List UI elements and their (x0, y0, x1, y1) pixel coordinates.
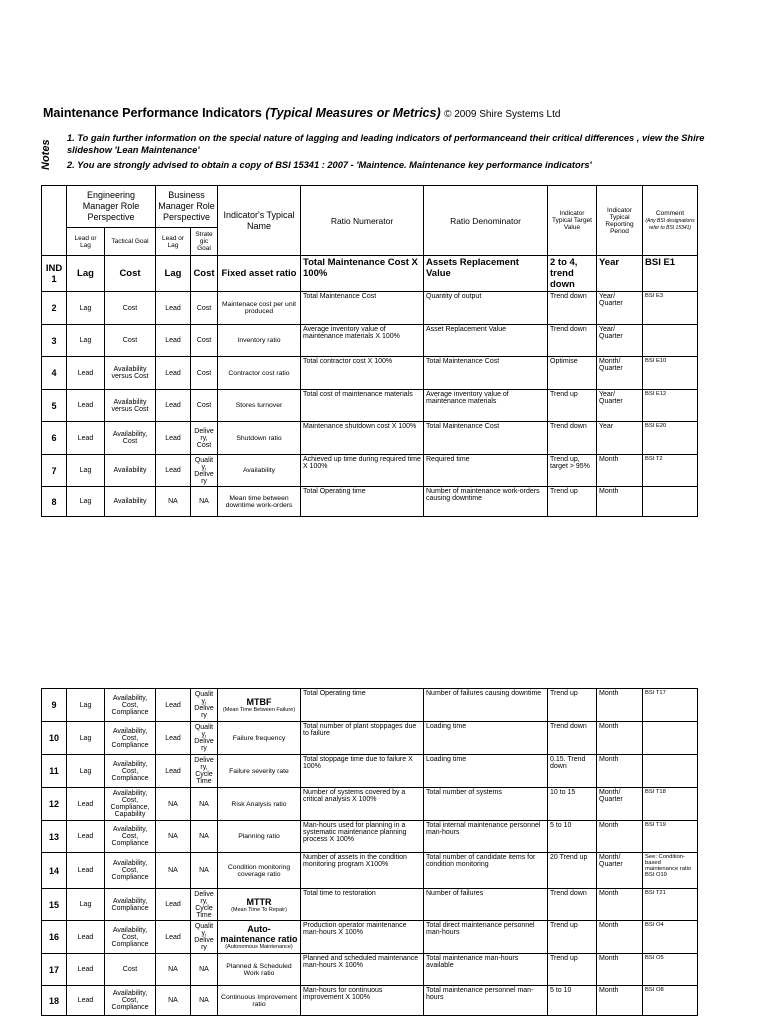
ratio-numerator: Total Maintenance Cost X 100% (301, 256, 424, 292)
indicator-name (218, 422, 301, 455)
reporting-period: Month (597, 889, 643, 921)
bus-lead-lag: Lead (156, 722, 191, 755)
table-row (42, 422, 698, 455)
copyright: © 2009 Shire Systems Ltd (444, 109, 561, 120)
tactical-goal: Availability, Cost, Compliance (105, 821, 156, 853)
bus-lead-lag: NA (156, 853, 191, 889)
row-id: 15 (42, 889, 67, 921)
indicator-name-sub: (Mean Time Between Failure) (222, 707, 296, 713)
row-id: 8 (42, 487, 67, 517)
strategic-goal: Cost (191, 292, 218, 325)
reporting-period: Month (597, 954, 643, 986)
target-value: 2 to 4, trend down (548, 256, 597, 292)
ratio-numerator: Man-hours used for planning in a systematic maintenance planning process X 100% (301, 821, 424, 853)
tactical-goal: Availability, Cost, Compliance (105, 986, 156, 1016)
indicator-name-text: Planned & Scheduled Work ratio (226, 962, 292, 977)
comment (643, 722, 698, 755)
header-strategic: Strate gic Goal (191, 228, 218, 256)
lead-lag: Lead (67, 390, 105, 422)
comment: See: Condition-based maintenance ratio BSI O19 (643, 853, 698, 889)
row-id: 10 (42, 722, 67, 755)
indicator-table-2 (41, 688, 698, 1016)
table-row (42, 954, 698, 986)
strategic-goal: NA (191, 986, 218, 1016)
ratio-numerator: Number of assets in the condition monitoring program X100% (301, 853, 424, 889)
bus-lead-lag: Lead (156, 921, 191, 954)
strategic-goal: Qualit y, Delive ry (191, 455, 218, 487)
target-value: Trend up (548, 921, 597, 954)
ratio-denominator: Total Maintenance Cost (424, 357, 548, 390)
row-id: 3 (42, 325, 67, 357)
lead-lag: Lag (67, 722, 105, 755)
table-row (42, 755, 698, 788)
target-value: Trend down (548, 292, 597, 325)
bus-lead-lag: Lead (156, 889, 191, 921)
ratio-denominator: Total number of systems (424, 788, 548, 821)
ratio-numerator: Planned and scheduled maintenance man-hours X 100% (301, 954, 424, 986)
strategic-goal: Qualit y, Delive ry (191, 921, 218, 954)
reporting-period: Month/ Quarter (597, 357, 643, 390)
reporting-period: Month (597, 755, 643, 788)
strategic-goal: Delive ry, Cycle Time (191, 755, 218, 788)
row-id: 17 (42, 954, 67, 986)
target-value: Trend up (548, 689, 597, 722)
lead-lag: Lead (67, 821, 105, 853)
ratio-numerator: Total contractor cost X 100% (301, 357, 424, 390)
ratio-numerator: Total Operating time (301, 487, 424, 517)
table-row (42, 390, 698, 422)
indicator-name (218, 954, 301, 986)
reporting-period: Year (597, 256, 643, 292)
ratio-numerator: Average inventory value of maintenance materials X 100% (301, 325, 424, 357)
lead-lag: Lag (67, 755, 105, 788)
indicator-name (218, 689, 301, 722)
bus-lead-lag: NA (156, 821, 191, 853)
reporting-period: Year/ Quarter (597, 325, 643, 357)
indicator-name-text: Fixed asset ratio (221, 268, 297, 279)
strategic-goal: NA (191, 487, 218, 517)
indicator-name-text: Planning ratio (238, 833, 280, 840)
ratio-numerator: Total number of plant stoppages due to failure (301, 722, 424, 755)
lead-lag: Lag (67, 292, 105, 325)
comment: BSI T17 (643, 689, 698, 722)
title-main: Maintenance Performance Indicators (43, 106, 262, 120)
indicator-name (218, 821, 301, 853)
indicator-name-text: Maintenace cost per unit produced (221, 301, 297, 315)
lead-lag: Lead (67, 954, 105, 986)
row-id: 7 (42, 455, 67, 487)
table-row (42, 487, 698, 517)
strategic-goal: NA (191, 788, 218, 821)
target-value: Trend up (548, 487, 597, 517)
bus-lead-lag: NA (156, 487, 191, 517)
lead-lag: Lead (67, 422, 105, 455)
row-id: 14 (42, 853, 67, 889)
indicator-name (218, 390, 301, 422)
bus-lead-lag: Lead (156, 422, 191, 455)
header-comment-label: Comment (655, 210, 685, 217)
reporting-period: Month (597, 821, 643, 853)
row-id: 12 (42, 788, 67, 821)
strategic-goal: NA (191, 954, 218, 986)
tactical-goal: Cost (105, 256, 156, 292)
ratio-denominator: Required time (424, 455, 548, 487)
reporting-period: Year/ Quarter (597, 390, 643, 422)
reporting-period: Year/ Quarter (597, 292, 643, 325)
row-id: 16 (42, 921, 67, 954)
header-target: Indicator Typical Target Value (548, 186, 597, 256)
lead-lag: Lag (67, 325, 105, 357)
lead-lag: Lag (67, 889, 105, 921)
tactical-goal: Availability versus Cost (105, 357, 156, 390)
ratio-numerator: Total Maintenance Cost (301, 292, 424, 325)
indicator-name (218, 325, 301, 357)
header-bus-lead-lag: Lead or Lag (156, 228, 191, 256)
ratio-denominator: Loading time (424, 755, 548, 788)
strategic-goal: Cost (191, 256, 218, 292)
reporting-period: Month (597, 986, 643, 1016)
reporting-period: Month/ Quarter (597, 853, 643, 889)
bus-lead-lag: NA (156, 986, 191, 1016)
indicator-name (218, 788, 301, 821)
strategic-goal: Qualit y, Delive ry (191, 722, 218, 755)
tactical-goal: Availability (105, 487, 156, 517)
comment: BSI E1 (643, 256, 698, 292)
bus-lead-lag: NA (156, 788, 191, 821)
reporting-period: Month (597, 722, 643, 755)
bus-lead-lag: NA (156, 954, 191, 986)
indicator-name (218, 986, 301, 1016)
tactical-goal: Availability, Cost, Compliance (105, 755, 156, 788)
lead-lag: Lag (67, 455, 105, 487)
reporting-period: Month (597, 921, 643, 954)
row-id: IND 1 (42, 256, 67, 292)
comment: BSI T21 (643, 889, 698, 921)
strategic-goal: Qualit y, Delive ry (191, 689, 218, 722)
indicator-name-text: Availability (243, 467, 275, 474)
table-row (42, 357, 698, 390)
strategic-goal: NA (191, 853, 218, 889)
comment (643, 325, 698, 357)
row-id: 13 (42, 821, 67, 853)
indicator-name (218, 755, 301, 788)
indicator-name-text: MTBF (246, 697, 272, 707)
ratio-denominator: Average inventory value of maintenance materials (424, 390, 548, 422)
lead-lag: Lead (67, 788, 105, 821)
ratio-numerator: Achieved up time during required time X 100% (301, 455, 424, 487)
bus-lead-lag: Lead (156, 357, 191, 390)
ratio-numerator: Man-hours for continuous improvement X 100% (301, 986, 424, 1016)
table-row (42, 921, 698, 954)
ratio-denominator: Total maintenance personnel man-hours (424, 986, 548, 1016)
table-row (42, 722, 698, 755)
target-value: Optimise (548, 357, 597, 390)
strategic-goal: NA (191, 821, 218, 853)
ratio-denominator: Number of failures (424, 889, 548, 921)
lead-lag: Lag (67, 689, 105, 722)
title-sub: (Typical Measures or Metrics) (265, 106, 441, 120)
ratio-numerator: Total cost of maintenance materials (301, 390, 424, 422)
indicator-name-text: Contractor cost ratio (228, 369, 290, 377)
comment: BSI E12 (643, 390, 698, 422)
target-value: Trend up (548, 954, 597, 986)
indicator-table-1 (41, 185, 698, 517)
row-id: 6 (42, 422, 67, 455)
ratio-denominator: Assets Replacement Value (424, 256, 548, 292)
ratio-denominator: Loading time (424, 722, 548, 755)
row-id: 9 (42, 689, 67, 722)
table-row (42, 986, 698, 1016)
strategic-goal: Delive ry, Cycle Time (191, 889, 218, 921)
target-value: Trend down (548, 722, 597, 755)
table-row (42, 256, 698, 292)
indicator-name (218, 921, 301, 954)
tactical-goal: Cost (105, 292, 156, 325)
bus-lead-lag: Lead (156, 292, 191, 325)
bus-lead-lag: Lead (156, 390, 191, 422)
comment: BSI T18 (643, 788, 698, 821)
ratio-numerator: Maintenance shutdown cost X 100% (301, 422, 424, 455)
ratio-denominator: Total internal maintenance personnel man-hours (424, 821, 548, 853)
tactical-goal: Availability, Cost, Compliance (105, 722, 156, 755)
indicator-name-text: Mean time between downtime work-orders (225, 494, 293, 509)
table-row (42, 689, 698, 722)
reporting-period: Month/ Quarter (597, 788, 643, 821)
tactical-goal: Availability, Cost, Compliance (105, 853, 156, 889)
page-title (43, 106, 560, 120)
tactical-goal: Cost (105, 325, 156, 357)
row-id: 4 (42, 357, 67, 390)
comment: BSI O4 (643, 921, 698, 954)
header-eng-role: Engineering Manager Role Perspective (67, 186, 156, 228)
tactical-goal: Availability, Cost, Compliance, Capability (105, 788, 156, 821)
header-name: Indicator's Typical Name (218, 186, 301, 256)
target-value: 5 to 10 (548, 986, 597, 1016)
ratio-denominator: Total Maintenance Cost (424, 422, 548, 455)
ratio-denominator: Number of failures causing downtime (424, 689, 548, 722)
target-value: Trend down (548, 422, 597, 455)
indicator-name-text: MTTR (246, 896, 272, 907)
indicator-name (218, 487, 301, 517)
header-bus-role: Business Manager Role Perspective (156, 186, 218, 228)
target-value: 20 Trend up (548, 853, 597, 889)
tactical-goal: Availability, Cost, Compliance (105, 921, 156, 954)
target-value: Trend down (548, 889, 597, 921)
target-value: Trend down (548, 325, 597, 357)
comment: BSI O8 (643, 986, 698, 1016)
row-id: 18 (42, 986, 67, 1016)
reporting-period: Month (597, 455, 643, 487)
indicator-name-text: Stores turnover (235, 402, 283, 409)
tactical-goal: Availability, Compliance (105, 889, 156, 921)
table-row (42, 455, 698, 487)
indicator-name (218, 853, 301, 889)
indicator-name-text: Shutdown ratio (236, 434, 282, 442)
row-id: 11 (42, 755, 67, 788)
header-blank (42, 186, 67, 256)
ratio-denominator: Asset Replacement Value (424, 325, 548, 357)
ratio-denominator: Total direct maintenance personnel man-hours (424, 921, 548, 954)
row-id: 2 (42, 292, 67, 325)
row-id: 5 (42, 390, 67, 422)
comment: BSI E20 (643, 422, 698, 455)
target-value: Trend up (548, 390, 597, 422)
target-value: 10 to 15 (548, 788, 597, 821)
table-row (42, 788, 698, 821)
comment: BSI E10 (643, 357, 698, 390)
indicator-name-text: Risk Analysis ratio (231, 800, 287, 808)
header-period: Indicator Typical Reporting Period (597, 186, 643, 256)
note-2: 2. You are strongly advised to obtain a copy of BSI 15341 : 2007 - 'Maintence. Maintenance key performance indicators' (67, 160, 592, 170)
ratio-numerator: Total Operating time (301, 689, 424, 722)
comment: BSI T2 (643, 455, 698, 487)
table-row (42, 853, 698, 889)
indicator-name-text: Inventory ratio (237, 337, 281, 344)
header-denominator: Ratio Denominator (424, 186, 548, 256)
strategic-goal: Cost (191, 357, 218, 390)
comment: BSI E3 (643, 292, 698, 325)
notes-label: Notes (40, 139, 52, 170)
lead-lag: Lead (67, 357, 105, 390)
indicator-name-text: Condition monitoring coverage ratio (227, 863, 291, 878)
lead-lag: Lag (67, 256, 105, 292)
ratio-denominator: Number of maintenance work-orders causing downtime (424, 487, 548, 517)
ratio-numerator: Number of systems covered by a critical analysis X 100% (301, 788, 424, 821)
tactical-goal: Availability, Cost (105, 422, 156, 455)
strategic-goal: Cost (191, 390, 218, 422)
table-row (42, 821, 698, 853)
header-lead-lag: Lead or Lag (67, 228, 105, 256)
comment: BSI O5 (643, 954, 698, 986)
comment (643, 487, 698, 517)
header-comment-note: (Any BSI designations refer to BSI 15341) (645, 218, 695, 231)
indicator-name (218, 256, 301, 292)
strategic-goal: Cost (191, 325, 218, 357)
ratio-numerator: Total stoppage time due to failure X 100% (301, 755, 424, 788)
indicator-name-text: Failure severity rate (229, 767, 289, 775)
lead-lag: Lead (67, 986, 105, 1016)
note-1: 1. To gain further information on the special nature of lagging and leading indicators of performanceand their critical differences , view the Shire slideshow 'Lean Maintenance' (67, 133, 705, 155)
tactical-goal: Availability versus Cost (105, 390, 156, 422)
lead-lag: Lead (67, 853, 105, 889)
strategic-goal: Delive ry, Cost (191, 422, 218, 455)
target-value: Trend up, target > 95% (548, 455, 597, 487)
comment: BSI T19 (643, 821, 698, 853)
tactical-goal: Availability, Cost, Compliance (105, 689, 156, 722)
bus-lead-lag: Lag (156, 256, 191, 292)
indicator-name (218, 292, 301, 325)
header-numerator: Ratio Numerator (301, 186, 424, 256)
indicator-name-sub: (Autonomous Maintenance) (225, 944, 293, 950)
target-value: 0.15. Trend down (548, 755, 597, 788)
reporting-period: Month (597, 487, 643, 517)
ratio-numerator: Production operator maintenance man-hours X 100% (301, 921, 424, 954)
indicator-name (218, 357, 301, 390)
lead-lag: Lead (67, 921, 105, 954)
header-tactical: Tactical Goal (105, 228, 156, 256)
table-row (42, 325, 698, 357)
target-value: 5 to 10 (548, 821, 597, 853)
ratio-denominator: Total number of candidate items for condition monitoring (424, 853, 548, 889)
indicator-name (218, 889, 301, 921)
indicator-name-text: Failure frequency (232, 734, 286, 742)
header-comment (643, 186, 698, 256)
bus-lead-lag: Lead (156, 689, 191, 722)
reporting-period: Year (597, 422, 643, 455)
reporting-period: Month (597, 689, 643, 722)
table-row (42, 292, 698, 325)
indicator-name (218, 455, 301, 487)
indicator-name-text: Auto-maintenance ratio (220, 924, 298, 944)
indicator-name-text: Continuous Improvement ratio (221, 993, 297, 1008)
table-row (42, 889, 698, 921)
ratio-numerator: Total time to restoration (301, 889, 424, 921)
bus-lead-lag: Lead (156, 455, 191, 487)
indicator-name (218, 722, 301, 755)
ratio-denominator: Quantity of output (424, 292, 548, 325)
lead-lag: Lag (67, 487, 105, 517)
tactical-goal: Cost (105, 954, 156, 986)
comment (643, 755, 698, 788)
indicator-name-sub: (Mean Time To Repair) (231, 906, 287, 913)
ratio-denominator: Total maintenance man-hours available (424, 954, 548, 986)
tactical-goal: Availability (105, 455, 156, 487)
bus-lead-lag: Lead (156, 755, 191, 788)
bus-lead-lag: Lead (156, 325, 191, 357)
